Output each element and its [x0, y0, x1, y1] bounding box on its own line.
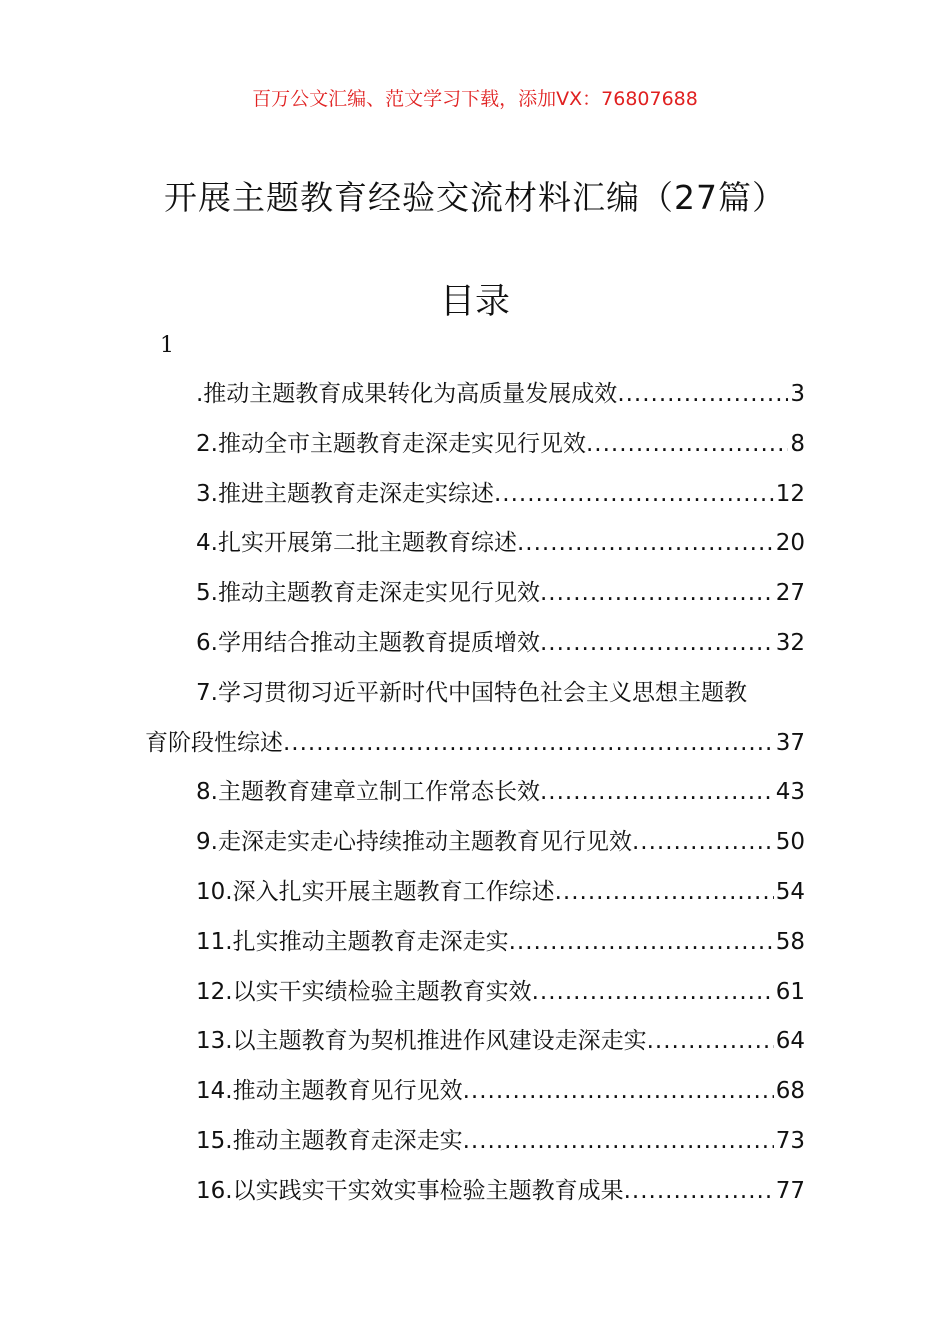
toc-entry-title: 11.扎实推动主题教育走深走实	[196, 928, 509, 955]
toc-entry-page: 3	[790, 381, 805, 407]
toc-entry-page: 20	[775, 530, 805, 557]
toc-entry-page: 37	[775, 729, 805, 756]
dot-leader	[463, 1117, 774, 1167]
toc-entry-13[interactable]	[145, 1017, 805, 1067]
toc-entry-8[interactable]	[145, 768, 805, 818]
toc-entry-title: 9.走深走实走心持续推动主题教育见行见效	[196, 829, 632, 856]
toc-entry-14[interactable]	[145, 1067, 805, 1117]
toc-entry-title: .推动主题教育成果转化为高质量发展成效	[196, 381, 618, 407]
stray-number: 1	[160, 333, 174, 358]
dot-leader	[647, 1017, 774, 1067]
toc-heading: 目录	[439, 282, 510, 322]
toc-entry-title: 13.以主题教育为契机推进作风建设走深走实	[196, 1028, 647, 1055]
toc-entry-3[interactable]	[145, 470, 805, 520]
toc-entry-page: 32	[775, 629, 805, 656]
dot-leader	[540, 569, 774, 619]
toc-entry-page: 27	[775, 580, 805, 607]
toc-entry-16[interactable]	[145, 1167, 805, 1217]
toc-entry-title: 12.以实干实绩检验主题教育实效	[196, 978, 532, 1005]
toc-entry-title: 15.推动主题教育走深走实	[196, 1127, 463, 1154]
dot-leader	[283, 719, 774, 769]
toc-entry-9[interactable]	[145, 818, 805, 868]
toc-entry-title: 14.推动主题教育见行见效	[196, 1078, 463, 1105]
toc-entry-title: 4.扎实开展第二批主题教育综述	[196, 530, 517, 557]
toc-entry-page: 43	[775, 779, 805, 806]
toc-entry-11[interactable]	[145, 918, 805, 968]
toc-entry-page: 64	[775, 1028, 805, 1055]
toc-entry-title: 10.深入扎实开展主题教育工作综述	[196, 878, 555, 905]
dot-leader	[632, 818, 774, 868]
toc-entry-title: 8.主题教育建章立制工作常态长效	[196, 779, 540, 806]
dot-leader	[509, 918, 774, 968]
toc-entry-title: 6.学用结合推动主题教育提质增效	[196, 629, 540, 656]
toc-entry-6[interactable]	[145, 619, 805, 669]
dot-leader	[494, 470, 774, 520]
dot-leader	[540, 619, 774, 669]
dot-leader	[586, 420, 788, 470]
toc-entry-page: 58	[775, 928, 805, 955]
toc-entry-title: 2.推动全市主题教育走深走实见行见效	[196, 430, 586, 457]
toc-entry-2[interactable]	[145, 420, 805, 470]
toc-entry-page: 8	[790, 430, 805, 457]
toc-entry-5[interactable]	[145, 569, 805, 619]
dot-leader	[555, 868, 774, 918]
toc-entry-4[interactable]	[145, 519, 805, 569]
toc-entry-title: 16.以实践实干实效实事检验主题教育成果	[196, 1177, 624, 1204]
toc-entry-page: 73	[775, 1127, 805, 1154]
toc-entry-page: 61	[775, 978, 805, 1005]
toc-entry-title: 5.推动主题教育走深走实见行见效	[196, 580, 540, 607]
download-banner: 百万公文汇编、范文学习下载，添加VX：76807688	[252, 88, 698, 110]
toc-entry-page: 68	[775, 1078, 805, 1105]
dot-leader	[532, 968, 774, 1018]
toc-entry-title: 7.学习贯彻习近平新时代中国特色社会主义思想主题教	[196, 679, 747, 706]
toc-entry-page: 12	[775, 480, 805, 507]
toc-entry-15[interactable]	[145, 1117, 805, 1167]
dot-leader	[617, 370, 788, 420]
dot-leader	[540, 768, 774, 818]
dot-leader	[624, 1167, 774, 1217]
toc-entry-7-line-1[interactable]	[145, 669, 805, 719]
table-of-contents	[145, 370, 805, 1217]
toc-entry-12[interactable]	[145, 968, 805, 1018]
toc-entry-page: 50	[775, 829, 805, 856]
dot-leader	[463, 1067, 774, 1117]
toc-entry-title-continuation: 育阶段性综述	[145, 729, 283, 756]
toc-entry-1[interactable]	[145, 370, 805, 420]
toc-entry-title: 3.推进主题教育走深走实综述	[196, 480, 494, 507]
dot-leader	[517, 519, 774, 569]
toc-entry-page: 77	[775, 1177, 805, 1204]
toc-entry-page: 54	[775, 878, 805, 905]
toc-entry-10[interactable]	[145, 868, 805, 918]
document-title: 开展主题教育经验交流材料汇编（27篇）	[164, 178, 786, 217]
toc-entry-7-line-2[interactable]	[145, 719, 805, 769]
